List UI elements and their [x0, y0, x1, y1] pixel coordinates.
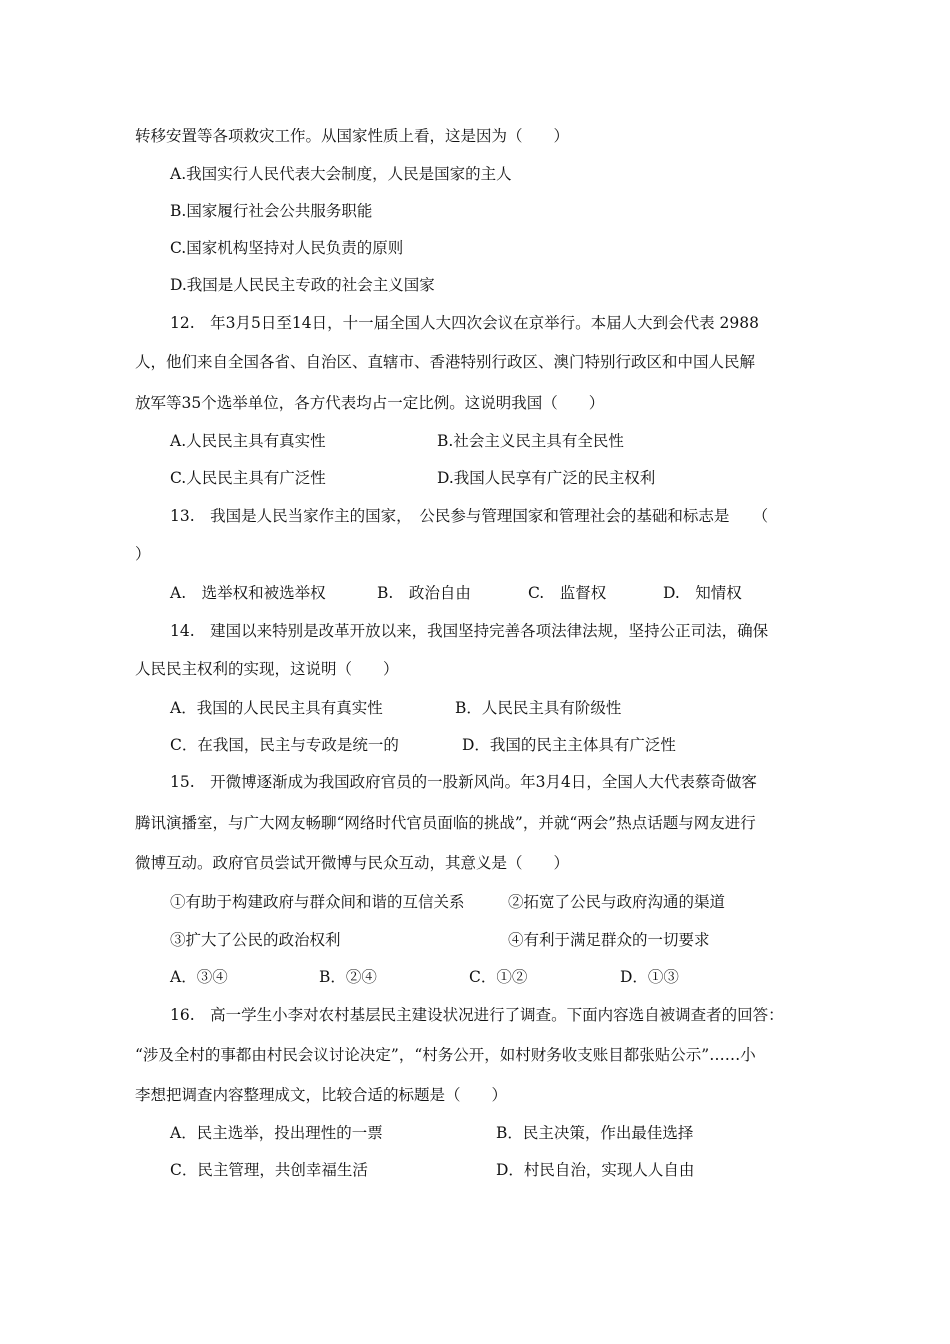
- q14-option-b: B．人民民主具有阶级性: [455, 699, 622, 717]
- q15-stem-line-3: 微博互动。政府官员尝试开微博与民众互动，其意义是（ ）: [135, 854, 570, 872]
- q12-option-b: B.社会主义民主具有全民性: [437, 432, 624, 450]
- q16-option-b: B．民主决策，作出最佳选择: [496, 1124, 694, 1142]
- q11-option-c: C.国家机构坚持对人民负责的原则: [170, 239, 404, 257]
- q16-stem-line-2: “涉及全村的事都由村民会议讨论决定”，“村务公开，如村财务收支账目都张贴公示”……小: [135, 1046, 756, 1064]
- q15-statement-3: ③扩大了公民的政治权利: [170, 931, 341, 949]
- q14-option-a: A．我国的人民民主具有真实性: [170, 699, 383, 717]
- q15-option-d: D．①③: [620, 968, 679, 986]
- q14-option-c: C．在我国，民主与专政是统一的: [170, 736, 399, 754]
- q12-stem-line-2: 人，他们来自全国各省、自治区、直辖市、香港特别行政区、澳门特别行政区和中国人民解: [135, 353, 756, 371]
- q11-option-d: D.我国是人民民主专政的社会主义国家: [170, 276, 435, 294]
- q13-stem-line-1: 13. 我国是人民当家作主的国家， 公民参与管理国家和管理社会的基础和标志是 （: [170, 507, 769, 525]
- q12-stem-line-1: 12. 年3月5日至14日，十一届全国人大四次会议在京举行。本届人大到会代表 2988: [170, 314, 759, 332]
- q13-option-c: C. 监督权: [528, 584, 607, 602]
- q11-option-b: B.国家履行社会公共服务职能: [170, 202, 373, 220]
- q15-stem-line-2: 腾讯演播室，与广大网友畅聊“网络时代官员面临的挑战”，并就“两会”热点话题与网友进行: [135, 814, 756, 832]
- q12-option-d: D.我国人民享有广泛的民主权利: [437, 469, 656, 487]
- q16-stem-line-1: 16. 高一学生小李对农村基层民主建设状况进行了调查。下面内容选自被调查者的回答：: [170, 1006, 784, 1024]
- q15-statement-1: ①有助于构建政府与群众间和谐的互信关系: [170, 893, 465, 911]
- q11-option-a: A.我国实行人民代表大会制度，人民是国家的主人: [170, 165, 512, 183]
- q16-option-a: A．民主选举，投出理性的一票: [170, 1124, 383, 1142]
- q16-option-d: D．村民自治，实现人人自由: [496, 1161, 695, 1179]
- q15-statement-4: ④有利于满足群众的一切要求: [508, 931, 710, 949]
- q14-option-d: D．我国的民主主体具有广泛性: [462, 736, 676, 754]
- q12-stem-line-3: 放军等35个选举单位，各方代表均占一定比例。这说明我国（ ）: [135, 394, 605, 412]
- q15-stem-line-1: 15. 开微博逐渐成为我国政府官员的一股新风尚。年3月4日，全国人大代表蔡奇做客: [170, 773, 757, 791]
- q11-stem-line: 转移安置等各项救灾工作。从国家性质上看，这是因为（ ）: [135, 127, 570, 145]
- q12-option-c: C.人民民主具有广泛性: [170, 469, 326, 487]
- q15-option-c: C．①②: [469, 968, 528, 986]
- q13-option-d: D. 知情权: [663, 584, 742, 602]
- q15-option-b: B．②④: [319, 968, 377, 986]
- q15-option-a: A．③④: [170, 968, 228, 986]
- q12-option-a: A.人民民主具有真实性: [170, 432, 326, 450]
- q14-stem-line-1: 14. 建国以来特别是改革开放以来，我国坚持完善各项法律法规，坚持公正司法，确保: [170, 622, 769, 640]
- q15-statement-2: ②拓宽了公民与政府沟通的渠道: [508, 893, 726, 911]
- q13-option-b: B. 政治自由: [377, 584, 471, 602]
- q16-option-c: C．民主管理，共创幸福生活: [170, 1161, 368, 1179]
- q13-option-a: A. 选举权和被选举权: [170, 584, 326, 602]
- q16-stem-line-3: 李想把调查内容整理成文，比较合适的标题是（ ）: [135, 1086, 508, 1104]
- q13-stem-line-2: ）: [135, 545, 151, 563]
- q14-stem-line-2: 人民民主权利的实现，这说明（ ）: [135, 660, 399, 678]
